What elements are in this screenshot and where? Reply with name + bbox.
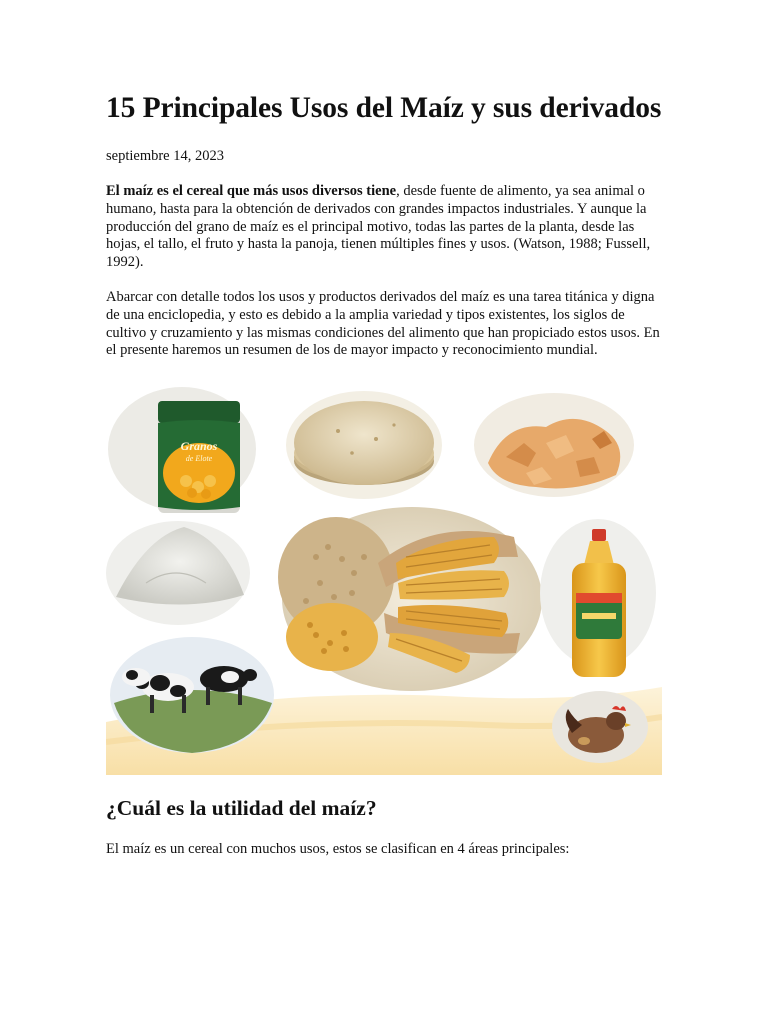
tortillas-image: [286, 391, 442, 499]
can-label-line2: de Elote: [185, 454, 213, 464]
corn-products-illustration: [106, 387, 662, 775]
corn-flakes-image: [474, 393, 634, 497]
intro-paragraph: [106, 183, 662, 272]
corn-products-collage: [106, 387, 662, 775]
corn-oil-bottle-image: [540, 519, 656, 677]
cows-image: [110, 637, 274, 753]
corn-flour-image: [106, 521, 250, 625]
chicken-image: [552, 691, 648, 763]
intro-text: , desde fuente de alimento, ya sea animal o humano, hasta para la obtención de derivados con grandes impactos industriales. Y aunque la producción del grano de maíz es el principal motivo, todas las partes de la planta, desde las hojas, el tallo, el fruto y hasta la panoja, tienen múltiples fines y usos. (Watson, 1988; Fussell, 1992).: [106, 183, 651, 271]
publish-date: septiembre 14, 2023: [106, 148, 224, 164]
corn-cobs-and-grains-image: [278, 507, 542, 691]
article: [106, 90, 662, 859]
page-title: 15 Principales Usos del Maíz y sus derivados: [106, 92, 662, 124]
canned-corn-image: [108, 387, 256, 513]
intro-bold-text: El maíz es el cereal que más usos diversos tiene: [106, 183, 397, 199]
second-paragraph: Abarcar con detalle todos los usos y productos derivados del maíz es una tarea titánica y digna de una enciclopedia, y esto es debido a la amplia variedad y tipos existentes, los siglos de cultivo y cruzamiento y las mismas condiciones del alimento que han propiciado estos usos. En el presente haremos un resumen de los de mayor impacto y reconocimiento mundial.: [106, 288, 660, 359]
can-label-line1: Granos: [180, 439, 218, 454]
section-paragraph: El maíz es un cereal con muchos usos, estos se clasifican en 4 áreas principales:: [106, 841, 570, 858]
section-heading: ¿Cuál es la utilidad del maíz?: [106, 796, 377, 821]
